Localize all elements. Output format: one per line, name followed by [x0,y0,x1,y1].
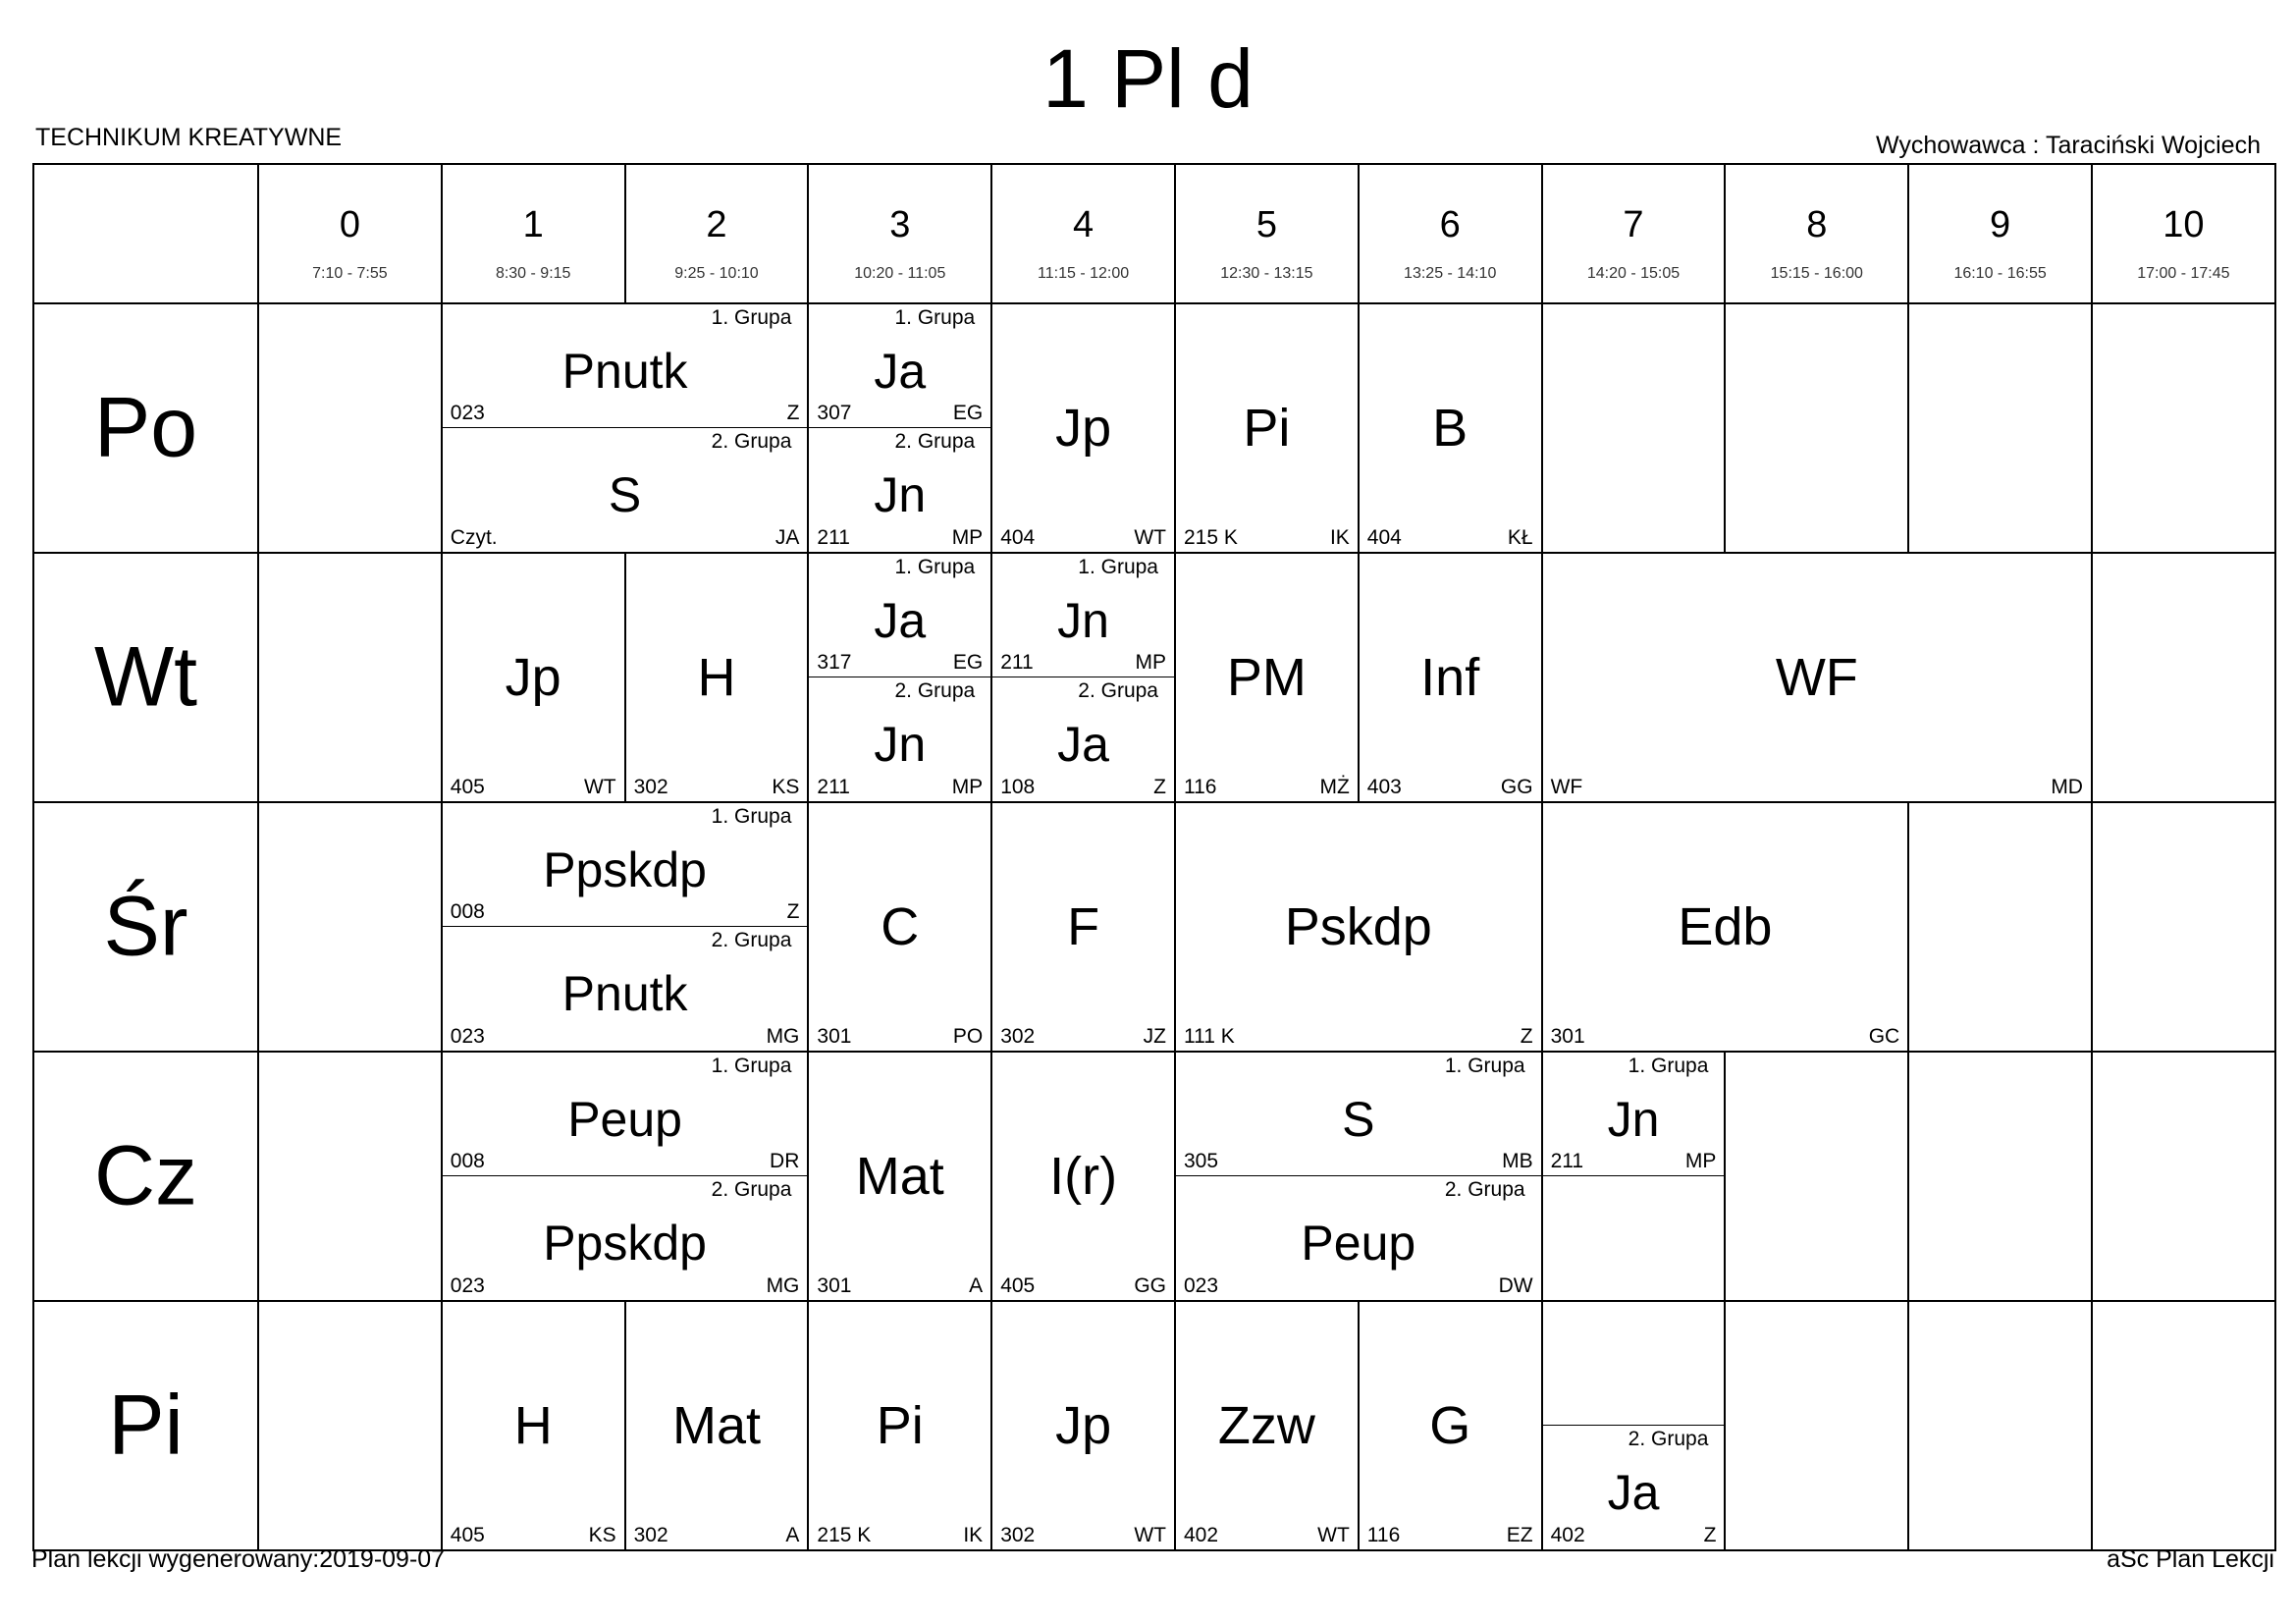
lesson-cell[interactable] [441,1175,810,1302]
group-label: 2. Grupa [711,430,792,453]
teacher-code: IK [1329,526,1350,549]
teacher-code: Z [1703,1524,1717,1546]
lesson-cell[interactable] [441,926,810,1053]
subject-label: Jp [505,648,561,707]
period-header [807,163,992,304]
period-header [624,163,810,304]
teacher-code: MD [2051,776,2083,798]
period-header [1724,163,1909,304]
lesson-cell[interactable] [441,552,626,803]
subject-label: Peup [567,1091,682,1147]
room-label: 402 [1550,1524,1585,1546]
teacher-code: DR [770,1150,800,1172]
subject-label: Pskdp [1284,897,1432,956]
group-label: 1. Grupa [894,306,976,329]
lesson-cell[interactable] [1541,552,2093,803]
generator-name: aSc Plan Lekcji [2107,1545,2274,1573]
lesson-cell[interactable] [1541,1425,1727,1551]
room-label: 404 [1366,526,1402,549]
room-label: 301 [817,1025,852,1048]
teacher-code: A [969,1274,984,1297]
group-label: 1. Grupa [894,556,976,578]
subject-label: Jn [874,467,927,523]
subject-label: Jn [1057,592,1109,648]
group-label: 2. Grupa [1628,1428,1709,1450]
teacher-code: KS [772,776,800,798]
lesson-cell[interactable] [441,1300,626,1551]
subject-label: H [697,648,736,707]
lesson-cell[interactable] [1541,801,1910,1053]
page-title: 1 Pl d [1042,32,1254,125]
subject-label: Mat [855,1147,944,1206]
teacher-code: WT [583,776,616,798]
period-header [1541,163,1727,304]
room-label: 305 [1184,1150,1219,1172]
lesson-cell[interactable] [990,552,1176,678]
subject-label: Peup [1301,1216,1416,1272]
empty-half-slot [1541,1175,1727,1302]
subject-label: Jn [1607,1091,1660,1147]
teacher-code: JZ [1143,1025,1166,1048]
subject-label: PM [1226,648,1307,707]
period-time: 11:15 - 12:00 [1038,265,1130,282]
day-label-cell [32,1300,259,1551]
lesson-cell[interactable] [990,1051,1176,1302]
lesson-cell[interactable] [441,302,810,429]
room-label: 301 [817,1274,852,1297]
lesson-cell[interactable] [441,427,810,554]
subject-label: Mat [671,1396,761,1455]
lesson-cell[interactable] [807,302,992,429]
room-label: 403 [1366,776,1402,798]
room-label: 307 [817,402,852,424]
teacher-code: MG [766,1274,800,1297]
room-label: 215 K [1184,526,1238,549]
teacher-code: MP [1684,1150,1717,1172]
teacher-code: EG [952,651,984,674]
teacher-code: GG [1134,1274,1166,1297]
lesson-cell[interactable] [1174,1300,1360,1551]
period-header [990,163,1176,304]
room-label: 302 [1000,1524,1036,1546]
empty-slot [2091,801,2276,1053]
lesson-cell[interactable] [624,552,810,803]
teacher-code: MP [1135,651,1166,674]
period-time: 15:15 - 16:00 [1770,265,1863,282]
teacher-code: IK [963,1524,984,1546]
teacher-code: MB [1502,1150,1533,1172]
lesson-cell[interactable] [1358,1300,1543,1551]
period-number: 5 [1255,204,1277,245]
subject-label: Ppskdp [543,1216,707,1272]
lesson-cell[interactable] [1174,552,1360,803]
lesson-cell[interactable] [807,1300,992,1551]
room-label: 108 [1000,776,1036,798]
group-label: 2. Grupa [1078,679,1158,702]
room-label: 302 [1000,1025,1036,1048]
subject-label: B [1432,399,1468,458]
subject-label: WF [1775,648,1858,707]
lesson-cell[interactable] [1174,801,1543,1053]
empty-slot [1724,1051,1909,1302]
empty-slot [1541,302,1727,554]
lesson-cell[interactable] [441,801,810,928]
teacher-code: DW [1498,1274,1533,1297]
period-number: 9 [1990,204,2011,245]
teacher-code: MŻ [1319,776,1350,798]
empty-slot [257,552,443,803]
period-time: 8:30 - 9:15 [495,265,571,282]
room-label: 211 [1550,1150,1584,1172]
lesson-cell[interactable] [1358,302,1543,554]
room-label: 023 [450,1025,485,1048]
period-number: 0 [339,204,360,245]
teacher-code: EZ [1506,1524,1533,1546]
room-label: 301 [1550,1025,1585,1048]
subject-label: G [1429,1396,1471,1455]
period-time: 17:00 - 17:45 [2137,265,2230,282]
teacher-code: Z [786,900,800,923]
room-label: 008 [450,900,485,923]
room-label: 008 [450,1150,485,1172]
room-label: 402 [1184,1524,1219,1546]
room-label: Czyt. [450,526,498,549]
subject-label: Jn [874,717,927,773]
lesson-cell[interactable] [990,302,1176,554]
period-number: 7 [1623,204,1644,245]
teacher-code: MG [766,1025,800,1048]
empty-slot [2091,1051,2276,1302]
room-label: 023 [1184,1274,1219,1297]
empty-slot [1907,1300,2093,1551]
lesson-cell[interactable] [1541,1051,1727,1177]
empty-slot [257,1051,443,1302]
subject-label: S [1342,1091,1375,1147]
period-header [1907,163,2093,304]
empty-slot [1907,1051,2093,1302]
group-label: 2. Grupa [1444,1178,1525,1201]
subject-label: I(r) [1049,1147,1118,1206]
group-label: 1. Grupa [1078,556,1158,578]
period-time: 9:25 - 10:10 [674,265,759,282]
subject-label: Jp [1055,399,1112,458]
lesson-cell[interactable] [807,1051,992,1302]
teacher-code: KS [588,1524,616,1546]
teacher-code: Z [1520,1025,1533,1048]
lesson-cell[interactable] [807,427,992,554]
period-time: 16:10 - 16:55 [1953,265,2047,282]
room-label: 211 [817,526,850,549]
teacher-code: Z [1153,776,1166,798]
lesson-cell[interactable] [1174,1051,1543,1177]
empty-half-slot [1541,1300,1727,1427]
group-label: 1. Grupa [1444,1055,1525,1077]
teacher-code: GC [1868,1025,1900,1048]
group-label: 1. Grupa [711,306,792,329]
day-label: Po [93,380,198,475]
subject-label: Inf [1420,648,1480,707]
period-time: 10:20 - 11:05 [854,265,946,282]
subject-label: Ja [874,592,927,648]
empty-slot [257,801,443,1053]
lesson-cell[interactable] [1174,302,1360,554]
group-label: 1. Grupa [711,1055,792,1077]
teacher-code: WT [1134,1524,1166,1546]
room-label: 404 [1000,526,1036,549]
day-label: Śr [103,879,188,974]
room-label: 317 [817,651,852,674]
room-label: 302 [633,1524,668,1546]
day-label: Wt [93,629,198,725]
day-label: Cz [93,1128,198,1223]
period-number: 3 [889,204,911,245]
subject-label: F [1067,897,1100,956]
subject-label: Pi [1243,399,1291,458]
room-label: 215 K [817,1524,872,1546]
lesson-cell[interactable] [990,1300,1176,1551]
subject-label: Pnutk [561,966,688,1022]
lesson-cell[interactable] [441,1051,810,1177]
room-label: 405 [450,1524,485,1546]
class-teacher: Wychowawca : Taraciński Wojciech [1875,132,2261,159]
lesson-cell[interactable] [990,801,1176,1053]
empty-slot [257,1300,443,1551]
room-label: 111 K [1184,1025,1235,1048]
period-number: 8 [1806,204,1828,245]
empty-slot [1907,302,2093,554]
lesson-cell[interactable] [1358,552,1543,803]
teacher-code: MP [951,526,984,549]
subject-label: H [513,1396,553,1455]
grid-corner [32,163,259,304]
period-time: 7:10 - 7:55 [312,265,388,282]
period-header [1358,163,1543,304]
room-label: 405 [450,776,485,798]
subject-label: Ja [1607,1465,1660,1521]
period-number: 6 [1439,204,1461,245]
room-label: 116 [1184,776,1217,798]
lesson-cell[interactable] [807,801,992,1053]
room-label: 211 [1000,651,1034,674]
day-label-cell [32,801,259,1053]
subject-label: Ppskdp [543,841,707,897]
teacher-code: MP [951,776,984,798]
room-label: 211 [817,776,850,798]
teacher-code: JA [774,526,800,549]
teacher-code: Z [786,402,800,424]
period-time: 13:25 - 14:10 [1404,265,1497,282]
empty-slot [2091,1300,2276,1551]
room-label: 116 [1366,1524,1401,1546]
subject-label: S [608,467,642,523]
teacher-code: PO [952,1025,984,1048]
school-name: TECHNIKUM KREATYWNE [35,124,343,151]
empty-slot [1724,1300,1909,1551]
empty-slot [1907,801,2093,1053]
day-label-cell [32,302,259,554]
teacher-code: GG [1500,776,1533,798]
subject-label: Ja [874,343,927,399]
day-label: Pi [108,1378,184,1473]
subject-label: C [881,897,920,956]
teacher-code: WT [1317,1524,1350,1546]
teacher-code: A [785,1524,800,1546]
group-label: 2. Grupa [711,929,792,951]
subject-label: Edb [1678,897,1773,956]
group-label: 1. Grupa [1628,1055,1709,1077]
period-number: 4 [1073,204,1095,245]
room-label: 023 [450,402,485,424]
empty-slot [2091,552,2276,803]
subject-label: Pnutk [561,343,688,399]
empty-slot [1724,302,1909,554]
period-header [2091,163,2276,304]
group-label: 1. Grupa [711,805,792,828]
teacher-code: WT [1134,526,1166,549]
period-header [441,163,626,304]
generated-date: Plan lekcji wygenerowany:2019-09-07 [31,1545,446,1573]
lesson-cell[interactable] [1174,1175,1543,1302]
group-label: 2. Grupa [711,1178,792,1201]
subject-label: Jp [1055,1396,1112,1455]
group-label: 2. Grupa [894,430,976,453]
day-label-cell [32,1051,259,1302]
room-label: 302 [633,776,668,798]
lesson-cell[interactable] [990,677,1176,803]
period-time: 12:30 - 13:15 [1220,265,1313,282]
period-header [1174,163,1360,304]
subject-label: Zzw [1217,1396,1315,1455]
subject-label: Ja [1057,717,1109,773]
lesson-cell[interactable] [807,552,992,678]
group-label: 2. Grupa [894,679,976,702]
lesson-cell[interactable] [807,677,992,803]
period-header [257,163,443,304]
room-label: 023 [450,1274,485,1297]
period-time: 14:20 - 15:05 [1586,265,1681,282]
room-label: WF [1550,776,1583,798]
lesson-cell[interactable] [624,1300,810,1551]
period-number: 2 [706,204,727,245]
period-number: 1 [522,204,544,245]
teacher-code: EG [952,402,984,424]
teacher-code: KŁ [1507,526,1533,549]
day-label-cell [32,552,259,803]
subject-label: Pi [876,1396,924,1455]
room-label: 405 [1000,1274,1036,1297]
period-number: 10 [2163,204,2205,245]
empty-slot [2091,302,2276,554]
empty-slot [257,302,443,554]
